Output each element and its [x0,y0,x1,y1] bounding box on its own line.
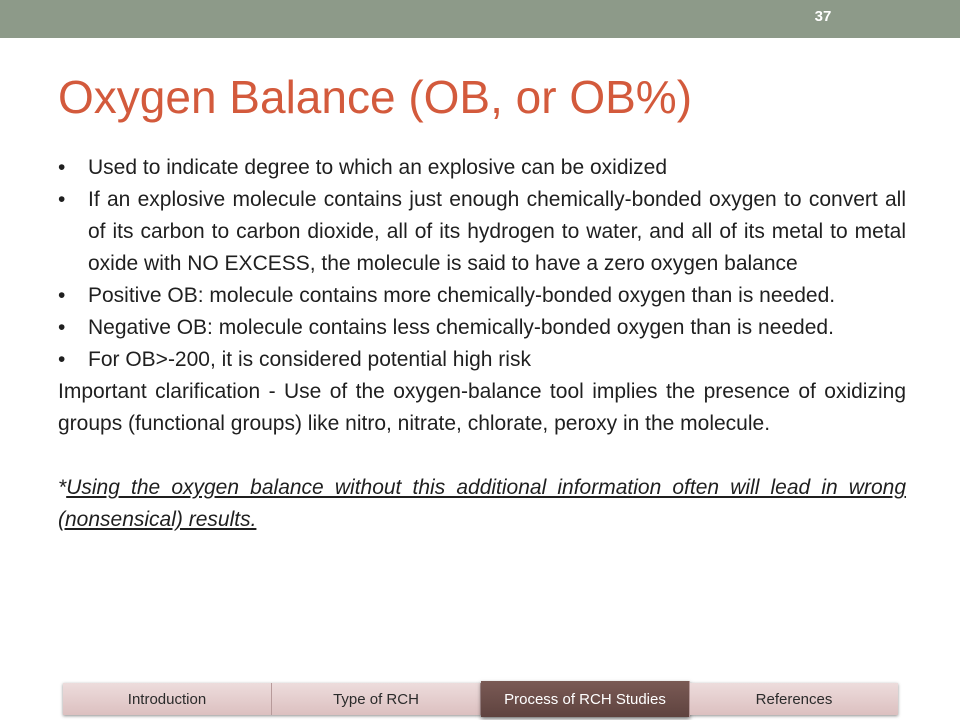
bullet-item [58,152,906,184]
clarification-text: Important clarification - Use of the oxygen-balance tool implies the presence of oxidizing groups (functional groups) like nitro, nitrate, chlorate, peroxy in the molecule. [58,380,906,435]
slide-number: 37 [814,8,832,25]
spacer [58,440,906,472]
bullet-item [58,280,906,312]
warning-note [58,472,906,536]
bullet-dot-icon: • [58,316,66,339]
bullet-dot-icon: • [58,348,66,371]
warning-text: Using the oxygen balance without this additional information often will lead in wrong (nonsensical) results. [58,476,906,531]
bullet-dot-icon: • [58,188,66,211]
nav-process-of-rch-studies[interactable]: Process of RCH Studies [481,681,690,717]
bullet-list [58,152,906,376]
slide-title: Oxygen Balance (OB, or OB%) [58,71,693,123]
bullet-text: Negative OB: molecule contains less chemically-bonded oxygen than is needed. [88,316,834,339]
bullet-text: For OB>-200, it is considered potential high risk [88,348,531,371]
bullet-text: If an explosive molecule contains just enough chemically-bonded oxygen to convert all of its carbon to carbon dioxide, all of its hydrogen to water, and all of its metal to metal oxide with NO EXCESS, the molecule is said to have a zero oxygen balance [88,188,906,275]
nav-introduction[interactable]: Introduction [63,683,272,715]
warning-asterisk: * [58,476,67,499]
bullet-text: Positive OB: molecule contains more chemically-bonded oxygen than is needed. [88,284,836,307]
bullet-item [58,344,906,376]
bullet-item [58,312,906,344]
section-nav [63,683,898,715]
header-bar [0,0,960,38]
nav-type-of-rch[interactable]: Type of RCH [272,683,481,715]
bullet-dot-icon: • [58,284,66,307]
bullet-item [58,184,906,280]
bullet-dot-icon: • [58,156,66,179]
nav-references[interactable]: References [690,683,898,715]
bullet-text: Used to indicate degree to which an explosive can be oxidized [88,156,668,179]
slide-content [58,152,906,536]
